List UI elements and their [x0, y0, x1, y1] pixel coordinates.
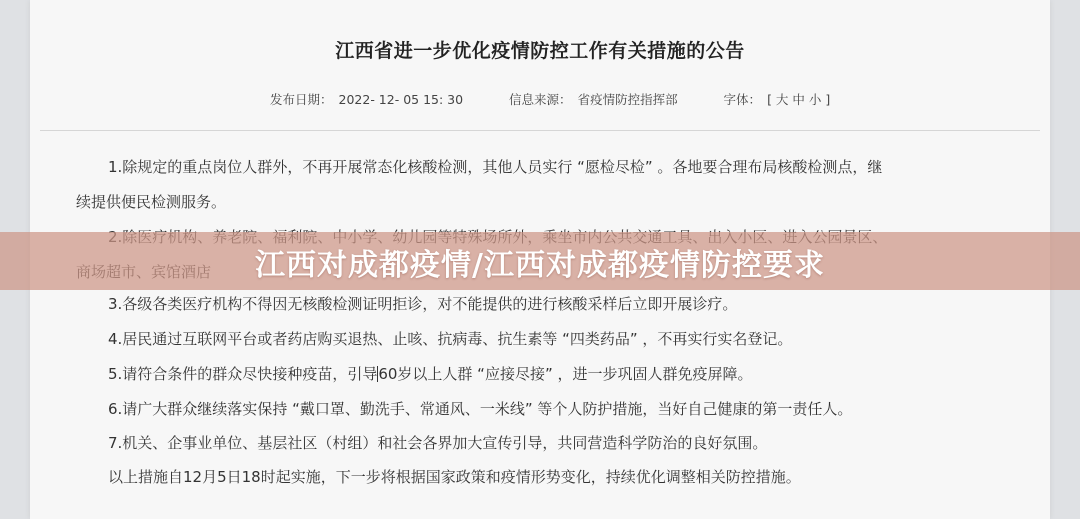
paragraph-4: 4.居民通过互联网平台或者药店购买退热、止咳、抗病毒、抗生素等 “四类药品” ，不再实行实名登记。 [108, 330, 793, 348]
paragraph-5 [108, 363, 1038, 384]
paragraph-3: 3.各级各类医疗机构不得因无核酸检测证明拒诊，对不能提供的进行核酸采样后立即开展诊疗。 [108, 295, 738, 313]
paragraph-1-line-1: 1.除规定的重点岗位人群外，不再开展常态化核酸检测，其他人员实行 “愿检尽检” 。各地要合理布局核酸检测点，继 [108, 158, 883, 176]
publish-date: 2022- 12- 05 15: 30 [338, 92, 464, 107]
notice-title: 江西省进一步优化疫情防控工作有关措施的公告 [335, 40, 745, 62]
notice-meta [270, 90, 836, 108]
fontsize-label: 字体： [723, 92, 762, 107]
paragraph-5-part-2: 60岁以上人群 “应接尽接” ，进一步巩固人群免疫屏障。 [378, 365, 753, 383]
source: 省疫情防控指挥部 [577, 92, 678, 107]
source-label: 信息来源： [509, 92, 572, 107]
closing-paragraph: 以上措施自12月5日18时起实施，下一步将根据国家政策和疫情形势变化，持续优化调整相关防控措施。 [108, 468, 801, 486]
paragraph-6: 6.请广大群众继续落实保持 “戴口罩、勤洗手、常通风、一米线” 等个人防护措施，当好自己健康的第一责任人。 [108, 400, 853, 418]
paragraph-7: 7.机关、企事业单位、基层社区（村组）和社会各界加大宣传引导，共同营造科学防治的良好氛围。 [108, 434, 768, 452]
paragraph-5-part-1: 5.请符合条件的群众尽快接种疫苗，引导 [108, 365, 378, 383]
paragraph-1-line-2: 续提供便民检测服务。 [76, 193, 227, 211]
fontsize-switcher[interactable]: [ 大 中 小 ] [767, 92, 831, 107]
divider [40, 130, 1040, 131]
publish-date-label: 发布日期： [270, 92, 333, 107]
banner-title: 江西对成都疫情/江西对成都疫情防控要求 [255, 248, 825, 283]
